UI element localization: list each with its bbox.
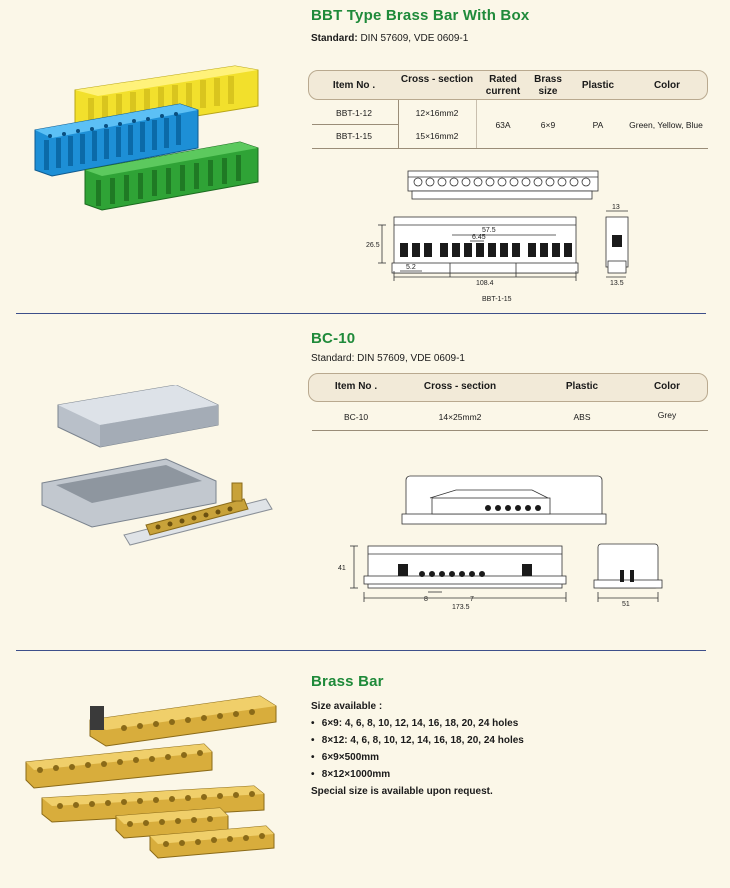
row-plastic: ABS xyxy=(573,412,591,422)
section1-title: BBT Type Brass Bar With Box xyxy=(311,7,530,24)
header-color: Color xyxy=(653,80,681,91)
section2-standard: Standard: DIN 57609, VDE 0609-1 xyxy=(311,353,465,364)
row-item: BBT-1-12 xyxy=(336,108,372,118)
dim-13: 13 xyxy=(612,204,620,211)
row-cross: 14×25mm2 xyxy=(438,412,482,422)
special-size-note: Special size is available upon request. xyxy=(311,786,493,797)
dim-26-5: 26.5 xyxy=(366,242,380,249)
section2-title: BC-10 xyxy=(311,330,356,347)
size-label: Size available : xyxy=(311,701,383,712)
header-rated-current: Rated current xyxy=(485,74,521,97)
row-item: BC-10 xyxy=(343,412,369,422)
dim-5-2: 5.2 xyxy=(406,264,416,271)
header-cross-section: Cross - section xyxy=(400,74,474,85)
header-brass-size: Brass size xyxy=(534,74,562,97)
dim-7: 7 xyxy=(470,596,474,603)
header-item-no: Item No . xyxy=(334,381,378,392)
bc10-product-photo xyxy=(36,385,276,565)
dim-6-45: 6.45 xyxy=(472,234,486,241)
brass-size-value: 6×9 xyxy=(540,120,556,130)
row-cross: 15×16mm2 xyxy=(415,131,459,141)
section3-title: Brass Bar xyxy=(311,673,384,690)
dim-173-5: 173.5 xyxy=(452,604,470,611)
drawing-caption: BBT-1-15 xyxy=(482,296,512,303)
dim-13-5: 13.5 xyxy=(610,280,624,287)
color-value: Green, Yellow, Blue xyxy=(629,120,703,130)
section-divider xyxy=(16,313,706,314)
section-divider xyxy=(16,650,706,651)
header-item-no: Item No . xyxy=(332,80,376,91)
dim-57-5: 57.5 xyxy=(482,227,496,234)
size-item: • 6×9: 4, 6, 8, 10, 12, 14, 16, 18, 20, 24 holes xyxy=(311,718,519,729)
section1-standard: Standard: DIN 57609, VDE 0609-1 xyxy=(311,33,469,44)
header-color: Color xyxy=(653,381,681,392)
bbt-technical-drawing xyxy=(360,165,660,310)
plastic-value: PA xyxy=(592,120,604,130)
dim-8: 8 xyxy=(424,596,428,603)
size-item: • 6×9×500mm xyxy=(311,752,380,763)
row-cross: 12×16mm2 xyxy=(415,108,459,118)
size-list xyxy=(311,698,524,800)
brass-bar-1 xyxy=(90,696,276,746)
dim-41: 41 xyxy=(338,565,346,572)
bbt-product-photo xyxy=(30,58,270,218)
header-plastic: Plastic xyxy=(565,381,599,392)
brass-bar-photo xyxy=(20,690,290,860)
size-item: • 8×12: 4, 6, 8, 10, 12, 14, 16, 18, 20, 24 holes xyxy=(311,735,524,746)
bc10-technical-drawing xyxy=(336,468,676,618)
dim-108-4: 108.4 xyxy=(476,280,494,287)
size-item: • 8×12×1000mm xyxy=(311,769,391,780)
row-item: BBT-1-15 xyxy=(336,131,372,141)
row-color: Grey xyxy=(657,410,677,420)
box-lid xyxy=(58,385,218,447)
dim-51: 51 xyxy=(622,601,630,608)
header-cross-section: Cross - section xyxy=(423,381,497,392)
rated-current-value: 63A xyxy=(495,120,511,130)
header-plastic: Plastic xyxy=(581,80,615,91)
